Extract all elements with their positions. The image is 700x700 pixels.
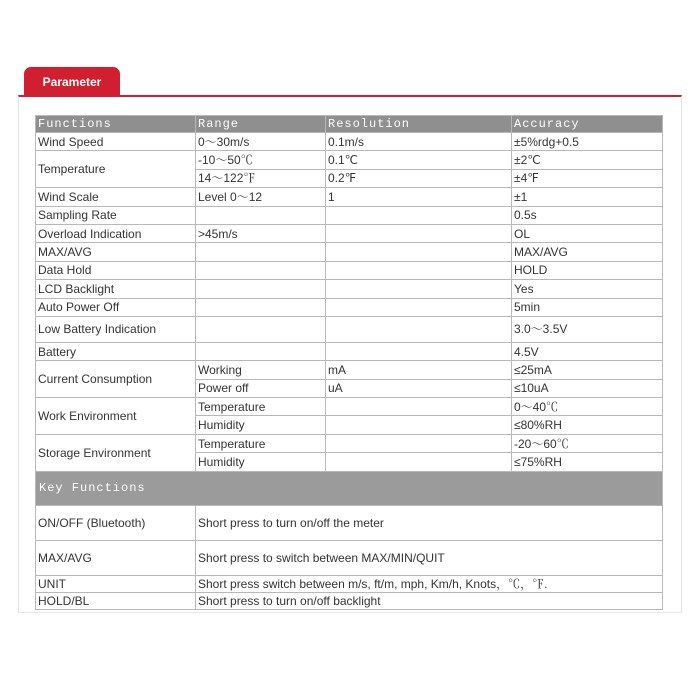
table-row: [36, 298, 663, 316]
key-name-cell: MAX/AVG: [36, 540, 196, 575]
table-header-row: [36, 116, 663, 133]
resolution-cell: 0.1m/s: [326, 133, 512, 151]
accuracy-cell: Yes: [512, 280, 663, 298]
function-cell: Battery: [36, 342, 196, 360]
table-row: [36, 224, 663, 242]
table-row: [36, 316, 663, 342]
table-row: [36, 398, 663, 416]
header-resolution: Resolution: [326, 116, 512, 133]
function-cell: Work Environment: [36, 398, 196, 435]
key-function-row: [36, 592, 663, 609]
header-range: Range: [196, 116, 326, 133]
accuracy-cell: 3.0～3.5V: [512, 316, 663, 342]
range-cell: [196, 280, 326, 298]
table-row: [36, 280, 663, 298]
range-cell: [196, 298, 326, 316]
function-cell: Overload Indication: [36, 224, 196, 242]
function-cell: Sampling Rate: [36, 206, 196, 224]
range-cell: [196, 316, 326, 342]
range-cell: [196, 243, 326, 261]
resolution-cell: mA: [326, 361, 512, 379]
resolution-cell: [326, 434, 512, 452]
accuracy-cell: ≤25mA: [512, 361, 663, 379]
accuracy-cell: ≤75%RH: [512, 453, 663, 471]
range-cell: Temperature: [196, 398, 326, 416]
accuracy-cell: 0.5s: [512, 206, 663, 224]
range-cell: [196, 261, 326, 279]
function-cell: Low Battery Indication: [36, 316, 196, 342]
table-row: [36, 188, 663, 206]
accuracy-cell: ±2℃: [512, 151, 663, 169]
function-cell: Wind Scale: [36, 188, 196, 206]
function-cell: Current Consumption: [36, 361, 196, 398]
resolution-cell: [326, 280, 512, 298]
range-cell: Humidity: [196, 416, 326, 434]
key-description-cell: Short press to turn on/off backlight: [196, 592, 663, 609]
accuracy-cell: ±5%rdg+0.5: [512, 133, 663, 151]
range-cell: Temperature: [196, 434, 326, 452]
table-row: [36, 261, 663, 279]
resolution-cell: uA: [326, 379, 512, 397]
range-cell: [196, 206, 326, 224]
key-description-cell: Short press to switch between MAX/MIN/QUIT: [196, 540, 663, 575]
key-description-cell: Short press switch between m/s, ft/m, mph, Km/h, Knots，℃，℉.: [196, 575, 663, 592]
resolution-cell: 0.2℉: [326, 169, 512, 187]
table-row: [36, 342, 663, 360]
resolution-cell: 1: [326, 188, 512, 206]
accuracy-cell: ≤80%RH: [512, 416, 663, 434]
resolution-cell: [326, 316, 512, 342]
accuracy-cell: MAX/AVG: [512, 243, 663, 261]
range-cell: >45m/s: [196, 224, 326, 242]
resolution-cell: [326, 261, 512, 279]
header-functions: Functions: [36, 116, 196, 133]
accuracy-cell: ±4℉: [512, 169, 663, 187]
key-function-row: [36, 575, 663, 592]
range-cell: 14～122℉: [196, 169, 326, 187]
accuracy-cell: 5min: [512, 298, 663, 316]
parameter-table: [35, 115, 663, 610]
range-cell: Working: [196, 361, 326, 379]
resolution-cell: [326, 298, 512, 316]
table-row: [36, 206, 663, 224]
range-cell: 0～30m/s: [196, 133, 326, 151]
key-name-cell: HOLD/BL: [36, 592, 196, 609]
resolution-cell: [326, 342, 512, 360]
range-cell: Level 0～12: [196, 188, 326, 206]
function-cell: Auto Power Off: [36, 298, 196, 316]
function-cell: Temperature: [36, 151, 196, 188]
key-description-cell: Short press to turn on/off the meter: [196, 505, 663, 540]
key-name-cell: UNIT: [36, 575, 196, 592]
header-accuracy: Accuracy: [512, 116, 663, 133]
accuracy-cell: HOLD: [512, 261, 663, 279]
function-cell: Data Hold: [36, 261, 196, 279]
range-cell: Humidity: [196, 453, 326, 471]
table-row: [36, 151, 663, 169]
range-cell: [196, 342, 326, 360]
resolution-cell: [326, 206, 512, 224]
key-functions-header-row: [36, 471, 663, 505]
resolution-cell: 0.1℃: [326, 151, 512, 169]
resolution-cell: [326, 398, 512, 416]
accuracy-cell: 4.5V: [512, 342, 663, 360]
accuracy-cell: 0～40℃: [512, 398, 663, 416]
function-cell: Wind Speed: [36, 133, 196, 151]
key-name-cell: ON/OFF (Bluetooth): [36, 505, 196, 540]
range-cell: -10～50℃: [196, 151, 326, 169]
table-row: [36, 434, 663, 452]
table-row: [36, 243, 663, 261]
resolution-cell: [326, 224, 512, 242]
range-cell: Power off: [196, 379, 326, 397]
function-cell: Storage Environment: [36, 434, 196, 471]
resolution-cell: [326, 416, 512, 434]
accuracy-cell: -20～60℃: [512, 434, 663, 452]
resolution-cell: [326, 453, 512, 471]
key-function-row: [36, 540, 663, 575]
key-function-row: [36, 505, 663, 540]
tab-parameter[interactable]: Parameter: [24, 67, 120, 96]
key-functions-title: Key Functions: [36, 471, 663, 505]
resolution-cell: [326, 243, 512, 261]
accuracy-cell: ±1: [512, 188, 663, 206]
function-cell: LCD Backlight: [36, 280, 196, 298]
accuracy-cell: ≤10uA: [512, 379, 663, 397]
table-row: [36, 133, 663, 151]
accuracy-cell: OL: [512, 224, 663, 242]
function-cell: MAX/AVG: [36, 243, 196, 261]
table-row: [36, 361, 663, 379]
